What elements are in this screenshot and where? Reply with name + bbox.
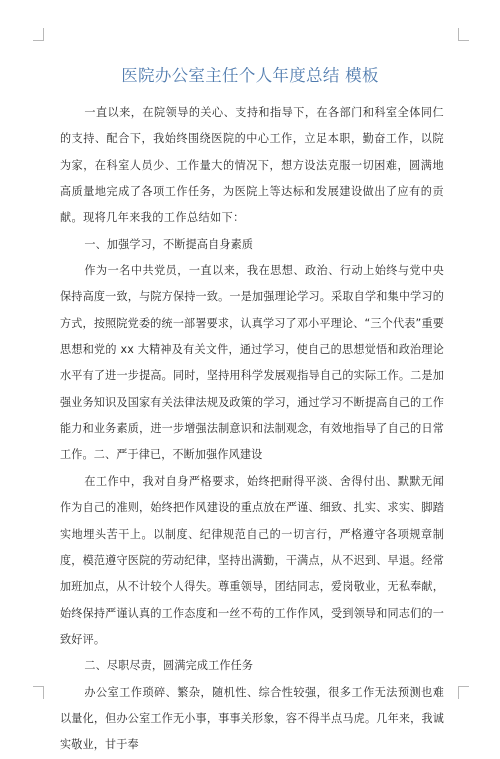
paragraph-conduct: 在工作中，我对自身严格要求，始终把耐得平淡、舍得付出、默默无闻作为自己的准则，始终把作风建设的重点放在严谨、细致、扎实、求实、脚踏实地埋头苦干上。以制度、纪律规范自己的一切言行，严格遵守各项规章制度，模范遵守医院的劳动纪律，坚持出满勤，干满点，从不迟到、早退。经常加班加点，从不计较个人得失。尊重领导，团结同志，爱岗敬业，无私奉献，始终保持严谨认真的工作态度和一丝不苟的工作作风，受到领导和同志们的一致好评。	[60, 474, 444, 646]
paragraph-study: 作为一名中共党员，一直以来，我在思想、政治、行动上始终与党中央保持高度一致，与院方保持一致。一是加强理论学习。采取自学和集中学习的方式，按照院党委的统一部署要求，认真学习了邓小平理论、“三个代表”重要思想和党的 xx 大精神及有关文件，通过学习，使自己的思想觉悟和政治理论水平有了进一步提高。同时，坚持用科学发展观指导自己的实际工作。二是加强业务知识及国家有关法律法规及政策的学习，通过学习不断提高自己的工作能力和业务素质，进一步增强法制意识和法制观念，有效地指导了自己的日常工作。二、严于律已，不断加强作风建设	[60, 264, 444, 462]
section-heading-2: 二、尽职尽责，圆满完成工作任务	[84, 659, 254, 673]
crop-mark-bottom-right	[458, 686, 469, 699]
paragraph-intro: 一直以来，在院领导的关心、支持和指导下，在各部门和科室全体同仁的支持、配合下，我始终围绕医院的中心工作，立足本职，勤奋工作，以院为家，在科室人员少、工作量大的情况下，想方设法克服一切困难，圆满地高质量地完成了各项工作任务，为医院上等达标和发展建设做出了应有的贡献。现将几年来我的工作总结如下：	[60, 106, 444, 225]
crop-mark-top-right	[458, 28, 469, 41]
crop-mark-bottom-left	[33, 686, 44, 699]
section-heading-1: 一、加强学习，不断提高自身素质	[84, 237, 254, 251]
document-title: 医院办公室主任个人年度总结 模板	[121, 66, 379, 85]
crop-mark-top-left	[33, 28, 44, 41]
paragraph-duties: 办公室工作琐碎、繁杂，随机性、综合性较强，很多工作无法预测也难以量化，但办公室工作无小事，事事关形象，容不得半点马虎。几年来，我诚实敬业，甘于奉	[60, 685, 444, 752]
document-body	[60, 100, 444, 759]
